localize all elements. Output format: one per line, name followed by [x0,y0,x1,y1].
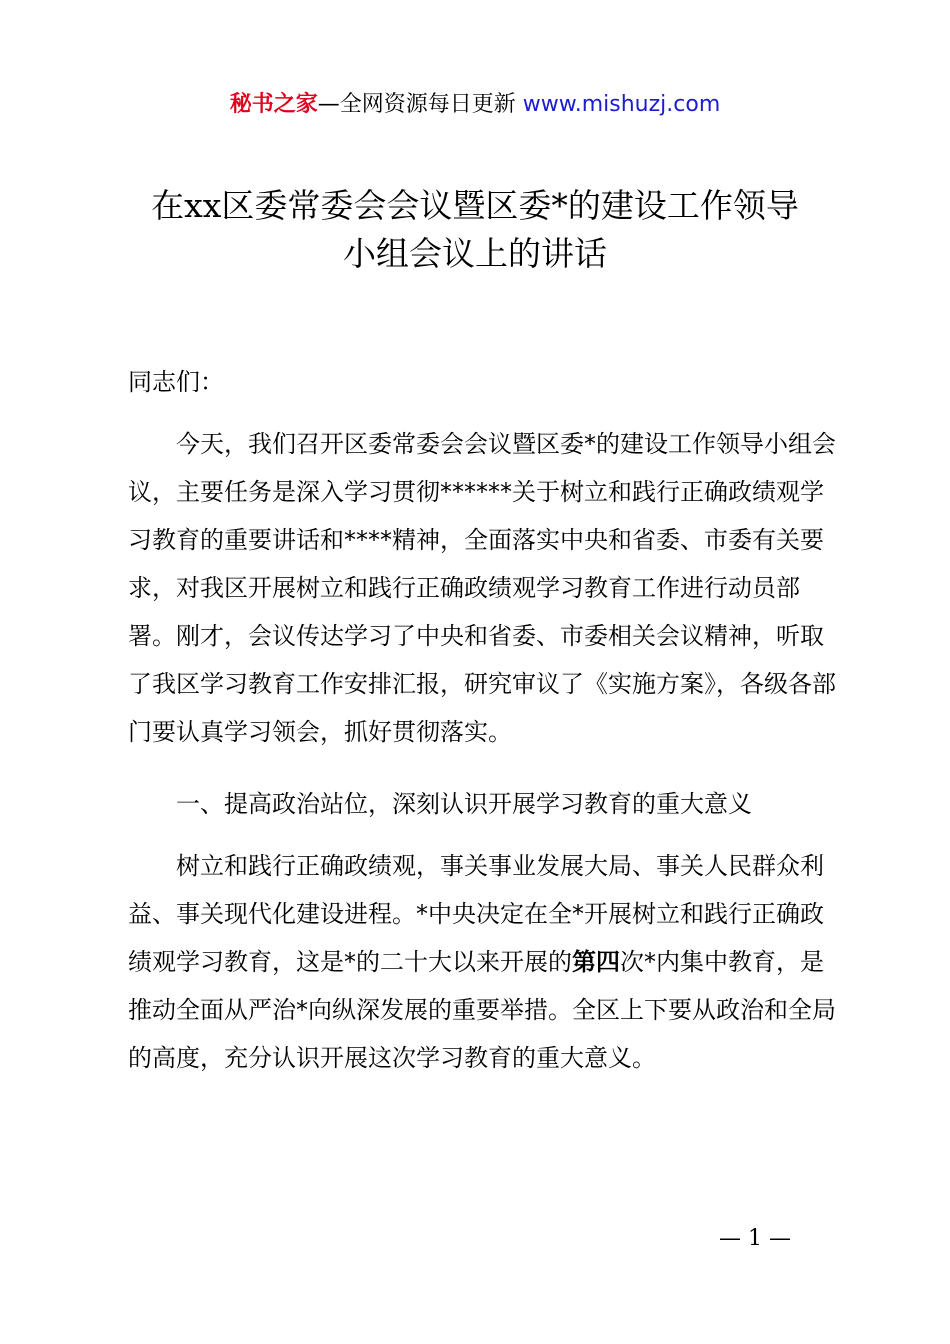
title-line-2: 小组会议上的讲话 [343,234,607,273]
title-line-1: 在xx区委常委会会议暨区委*的建设工作领导 [151,186,799,225]
paragraph-significance-bold: 第四 [572,948,620,976]
document-title [100,182,850,278]
salutation: 同志们： [128,368,224,396]
paragraph-significance-part2: 次*内集中教育，是推动全面从严治*向纵深发展的重要举措。全区上下要从政治和全局的高度，充分认识开展这次学习教育的重大意义。 [128,948,836,1072]
paragraph-significance-part1: 树立和践行正确政绩观，事关事业发展大局、事关人民群众利益、事关现代化建设进程。*中央决定在全*开展树立和践行正确政绩观学习教育，这是*的二十大以来开展的 [128,852,824,976]
paragraph-intro: 今天，我们召开区委常委会会议暨区委*的建设工作领导小组会议，主要任务是深入学习贯彻******关于树立和践行正确政绩观学习教育的重要讲话和****精神，全面落实中央和省委、市委有关要求，对我区开展树立和践行正确政绩观学习教育工作进行动员部署。刚才，会议传达学习了中央和省委、市委相关会议精神，听取了我区学习教育工作安排汇报，研究审议了《实施方案》，各级各部门要认真学习领会，抓好贯彻落实。 [128,430,836,746]
brand-name: 秘书之家 [229,92,318,117]
paragraph-significance [128,842,840,1082]
website-url[interactable]: www.mishuzj.com [522,92,721,117]
page-number: — 1 — [719,1226,791,1251]
header-tagline: —全网资源每日更新 [317,92,523,117]
section-heading-1: 一、提高政治站位，深刻认识开展学习教育的重大意义 [176,790,752,818]
document-header [0,88,950,122]
